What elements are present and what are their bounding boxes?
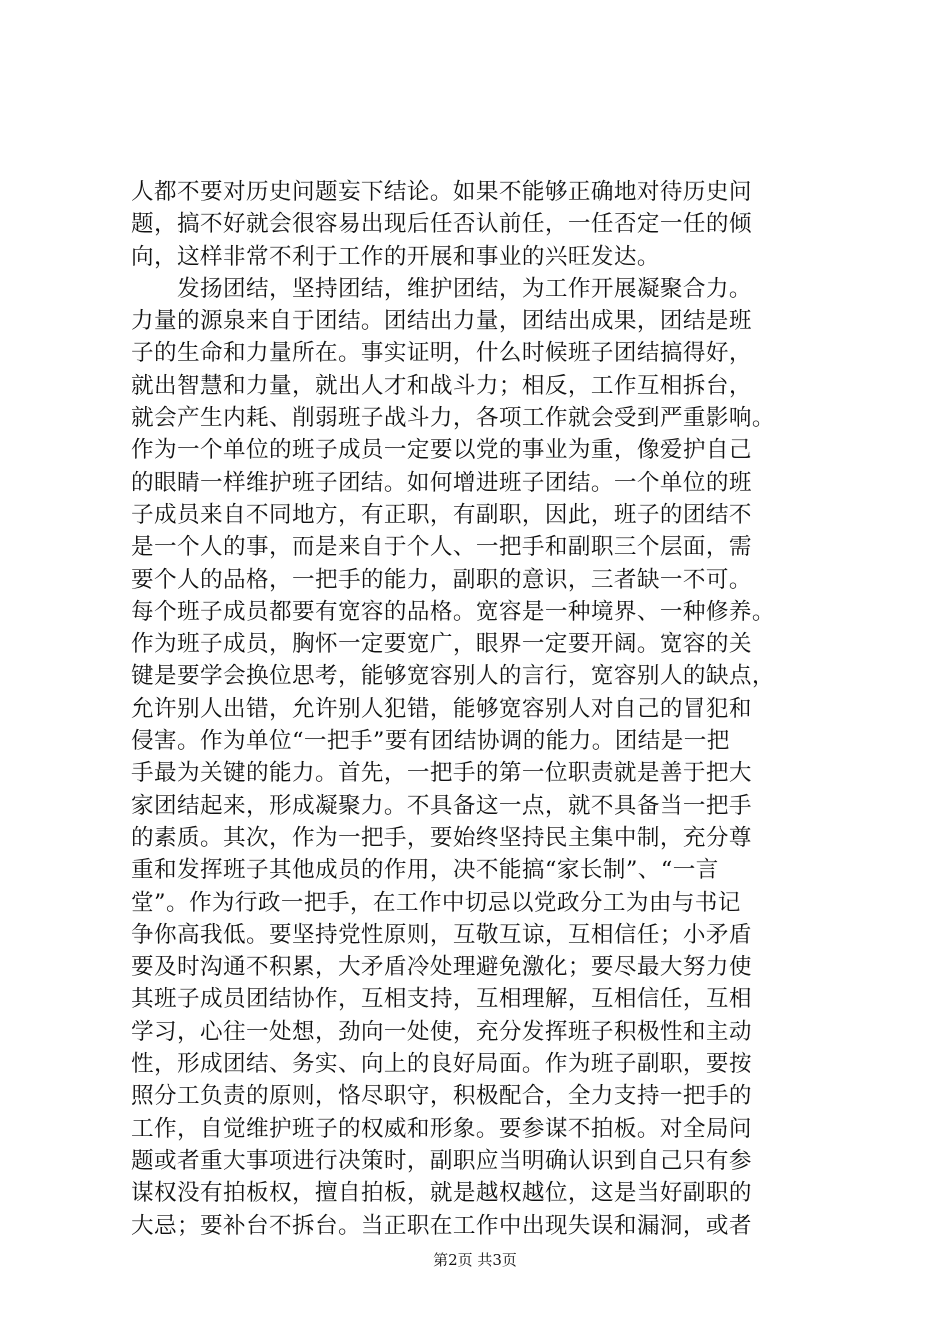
text-line: 力量的源泉来自于团结。团结出力量，团结出成果，团结是班 xyxy=(131,308,752,335)
text-line: 其班子成员团结协作，互相支持，互相理解，互相信任，互相 xyxy=(131,986,752,1013)
text-line: 要个人的品格，一把手的能力，副职的意识，三者缺一不可。 xyxy=(131,566,752,593)
text-line: 就出智慧和力量，就出人才和战斗力；相反，工作互相拆台， xyxy=(131,372,752,399)
body-text xyxy=(131,176,831,1242)
text-line: 向，这样非常不利于工作的开展和事业的兴旺发达。 xyxy=(131,243,660,270)
text-line: 的素质。其次，作为一把手，要始终坚持民主集中制，充分尊 xyxy=(131,824,752,851)
text-line: 人都不要对历史问题妄下结论。如果不能够正确地对待历史问 xyxy=(131,179,752,205)
page-number-label: 第2页 共3页 xyxy=(433,1251,517,1269)
text-line: 子成员来自不同地方，有正职，有副职，因此，班子的团结不 xyxy=(131,501,752,528)
text-line: 题或者重大事项进行决策时，副职应当明确认识到自己只有参 xyxy=(131,1147,752,1174)
text-line: 家团结起来，形成凝聚力。不具备这一点，就不具备当一把手 xyxy=(131,792,752,819)
text-line: 性，形成团结、务实、向上的良好局面。作为班子副职，要按 xyxy=(131,1051,752,1078)
text-line: 是一个人的事，而是来自于个人、一把手和副职三个层面，需 xyxy=(131,534,752,561)
text-line: 争你高我低。要坚持党性原则，互敬互谅，互相信任；小矛盾 xyxy=(131,921,752,948)
text-line: 每个班子成员都要有宽容的品格。宽容是一种境界、一种修养。 xyxy=(131,598,775,625)
text-line: 照分工负责的原则，恪尽职守，积极配合，全力支持一把手的 xyxy=(131,1083,752,1110)
text-line: 重和发挥班子其他成员的作用，决不能搞“家长制”、“一言 xyxy=(131,857,719,884)
text-line: 大忌；要补台不拆台。当正职在工作中出现失误和漏洞，或者 xyxy=(131,1212,752,1239)
text-line: 作为一个单位的班子成员一定要以党的事业为重，像爱护自己 xyxy=(131,437,752,464)
text-line: 键是要学会换位思考，能够宽容别人的言行，宽容别人的缺点， xyxy=(131,663,775,690)
text-line: 允许别人出错，允许别人犯错，能够宽容别人对自己的冒犯和 xyxy=(131,695,752,722)
paragraph-start-line: 发扬团结，坚持团结，维护团结，为工作开展凝聚合力。 xyxy=(131,275,752,302)
text-line: 题，搞不好就会很容易出现后任否认前任，一任否定一任的倾 xyxy=(131,211,752,238)
text-line: 工作，自觉维护班子的权威和形象。要参谋不拍板。对全局问 xyxy=(131,1115,752,1142)
text-line: 手最为关键的能力。首先，一把手的第一位职责就是善于把大 xyxy=(131,760,752,787)
text-line: 谋权没有拍板权，擅自拍板，就是越权越位，这是当好副职的 xyxy=(131,1180,752,1207)
text-line: 要及时沟通不积累，大矛盾冷处理避免激化；要尽最大努力使 xyxy=(131,954,752,981)
text-line: 子的生命和力量所在。事实证明，什么时候班子团结搞得好， xyxy=(131,340,752,367)
text-line: 的眼睛一样维护班子团结。如何增进班子团结。一个单位的班 xyxy=(131,469,752,496)
text-line: 侵害。作为单位“一把手”要有团结协调的能力。团结是一把 xyxy=(131,728,730,755)
page-footer xyxy=(0,1250,950,1270)
text-line: 堂”。作为行政一把手，在工作中切忌以党政分工为由与书记 xyxy=(131,889,741,916)
text-line: 就会产生内耗、削弱班子战斗力，各项工作就会受到严重影响。 xyxy=(131,405,775,432)
text-line: 学习，心往一处想，劲向一处使，充分发挥班子积极性和主动 xyxy=(131,1018,752,1045)
text-line: 作为班子成员，胸怀一定要宽广，眼界一定要开阔。宽容的关 xyxy=(131,631,752,658)
